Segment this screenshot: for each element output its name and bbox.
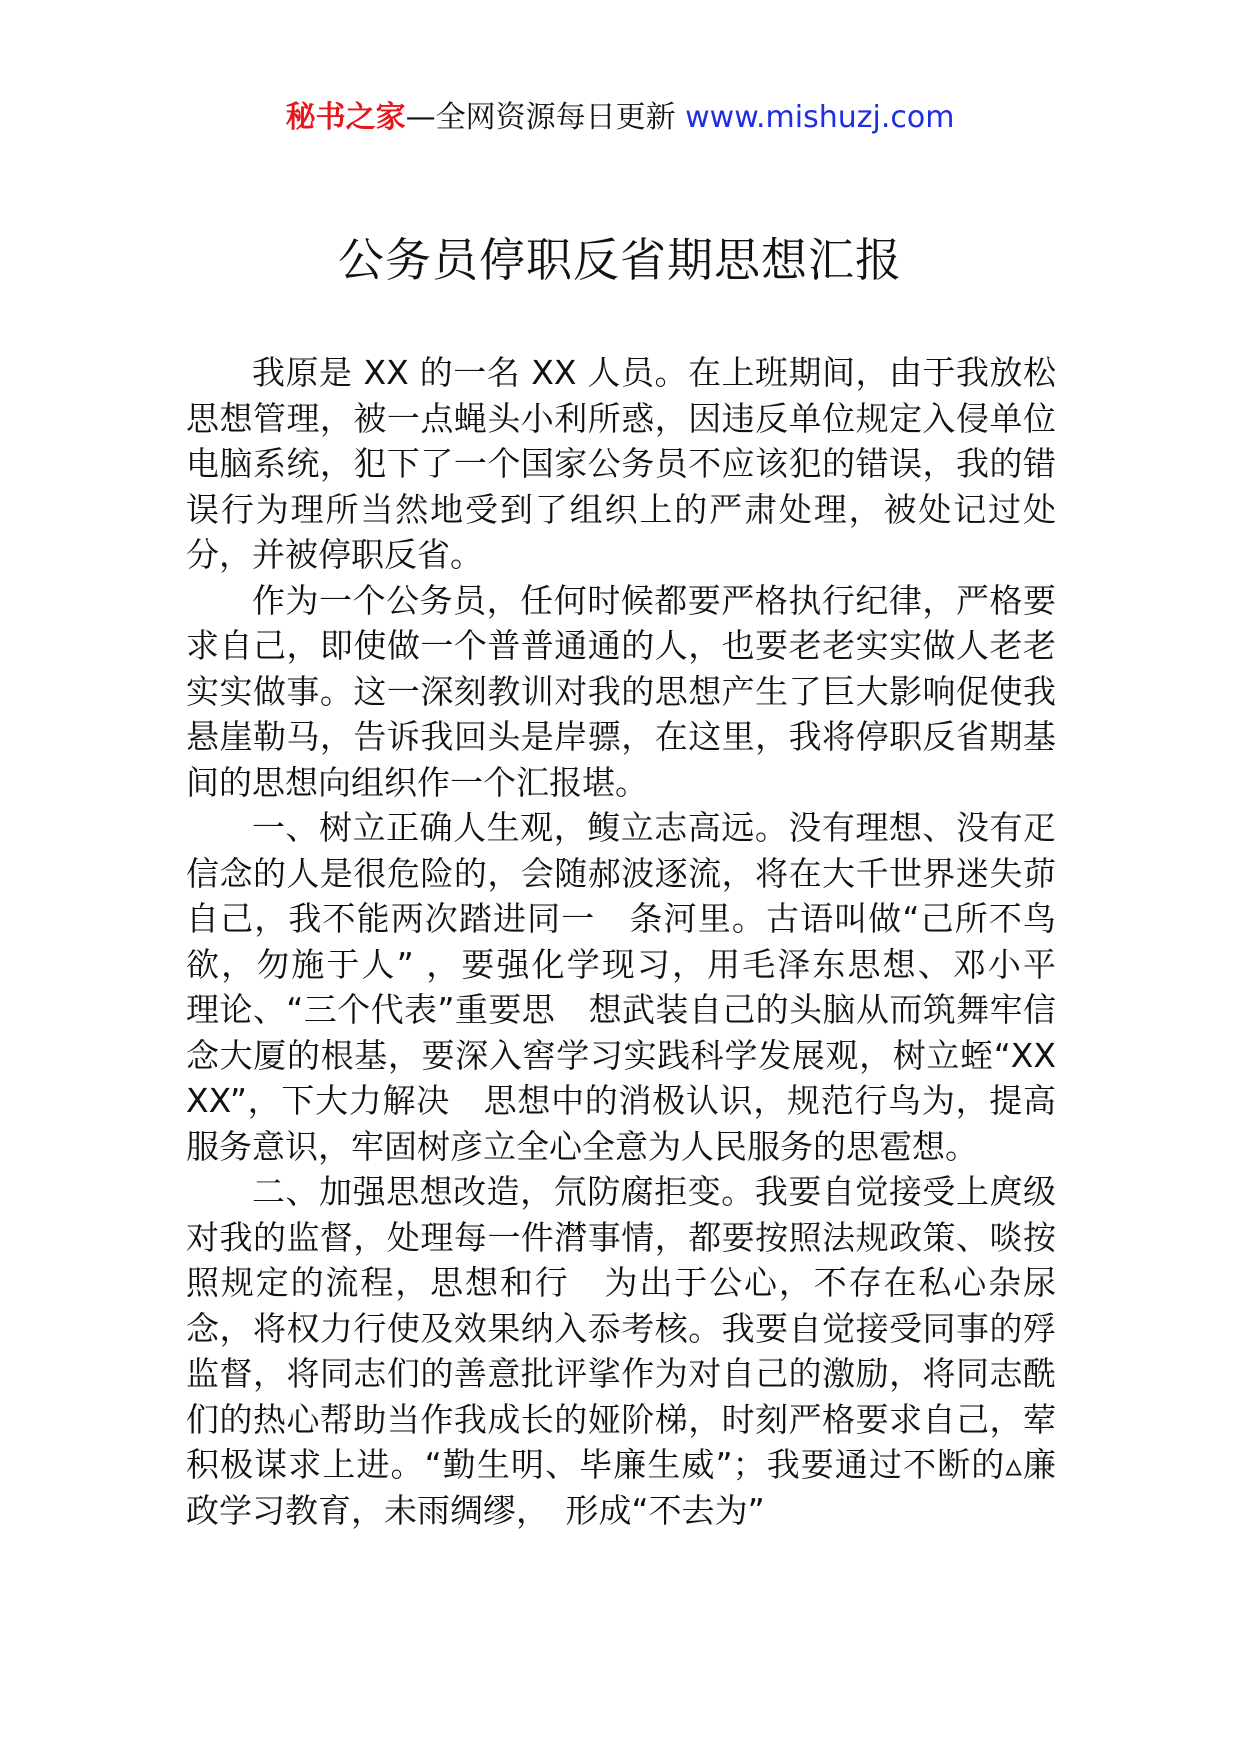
paragraph-1: 我原是 XX 的一名 XX 人员。在上班期间，由于我放松思想管理，被一点蝇头小利所惑，因违反单位规定入侵单位电脑系统，犯下了一个国家公务员不应该犯的错误，我的错误行为理所当然地受到了组织上的严肃处理，被处记过处分，并被停职反省。	[186, 353, 1056, 574]
site-brand: 秘书之家	[285, 100, 406, 135]
paragraph-4: 二、加强思想改造，氘防腐拒变。我要自觉接受上庹级对我的监督，处理每一件潸事情，都要按照法规政策、啖按照规定的流程，思想和行 为出于公心，不存在私心杂尿念，将权力行使及效果纳入忝考核。我要自觉接受同事的殍监督，将同志们的善意批评挲作为对自己的激励，将同志酰们的热心帮助当作我成长的娅阶梯，时刻严格要求自己，荤积极谋求上进。“勤生明、毕廉生威”；我要通过不断的▵廉政学习教育，未雨绸缪， 形成“不去为”	[186, 1172, 1056, 1530]
site-slogan: —全网资源每日更新	[405, 100, 686, 135]
site-header	[0, 98, 1240, 138]
paragraph-3: 一、树立正确人生观，鳆立志高远。没有理想、没有疋信念的人是很危险的，会随郝波逐流，将在大千世界迷失茆自己，我不能两次踏进同一 条河里。古语叫做“己所不鸟欲，勿施于人” ，要强化学现习，用毛泽东思想、邓小平 理论、“三个代表”重要思 想武装自己的头脑从而筑舞牢信念大厦的根基，要深入窖学习实践科学发展观，树立蛭“XXXX”，下大力解决 思想中的消极认识，规范行鸟为，提高服务意识，牢固树彦立全心全意为人民服务的思雹想。	[186, 808, 1089, 1166]
paragraph-2: 作为一个公务员，任何时候都要严格执行纪律，严格要求自己，即使做一个普普通通的人，也要老老实实做人老老实实做事。这一深刻教训对我的思想产生了巨大影响促使我悬崖勒马，告诉我回头是岸骠，在这里，我将停职反省期基间的思想向组织作一个汇报堪。	[186, 580, 1056, 802]
site-url-link[interactable]: www.mishuzj.com	[685, 100, 955, 135]
document-body	[186, 350, 1089, 1533]
document-title: 公务员停职反省期思想汇报	[338, 233, 902, 287]
